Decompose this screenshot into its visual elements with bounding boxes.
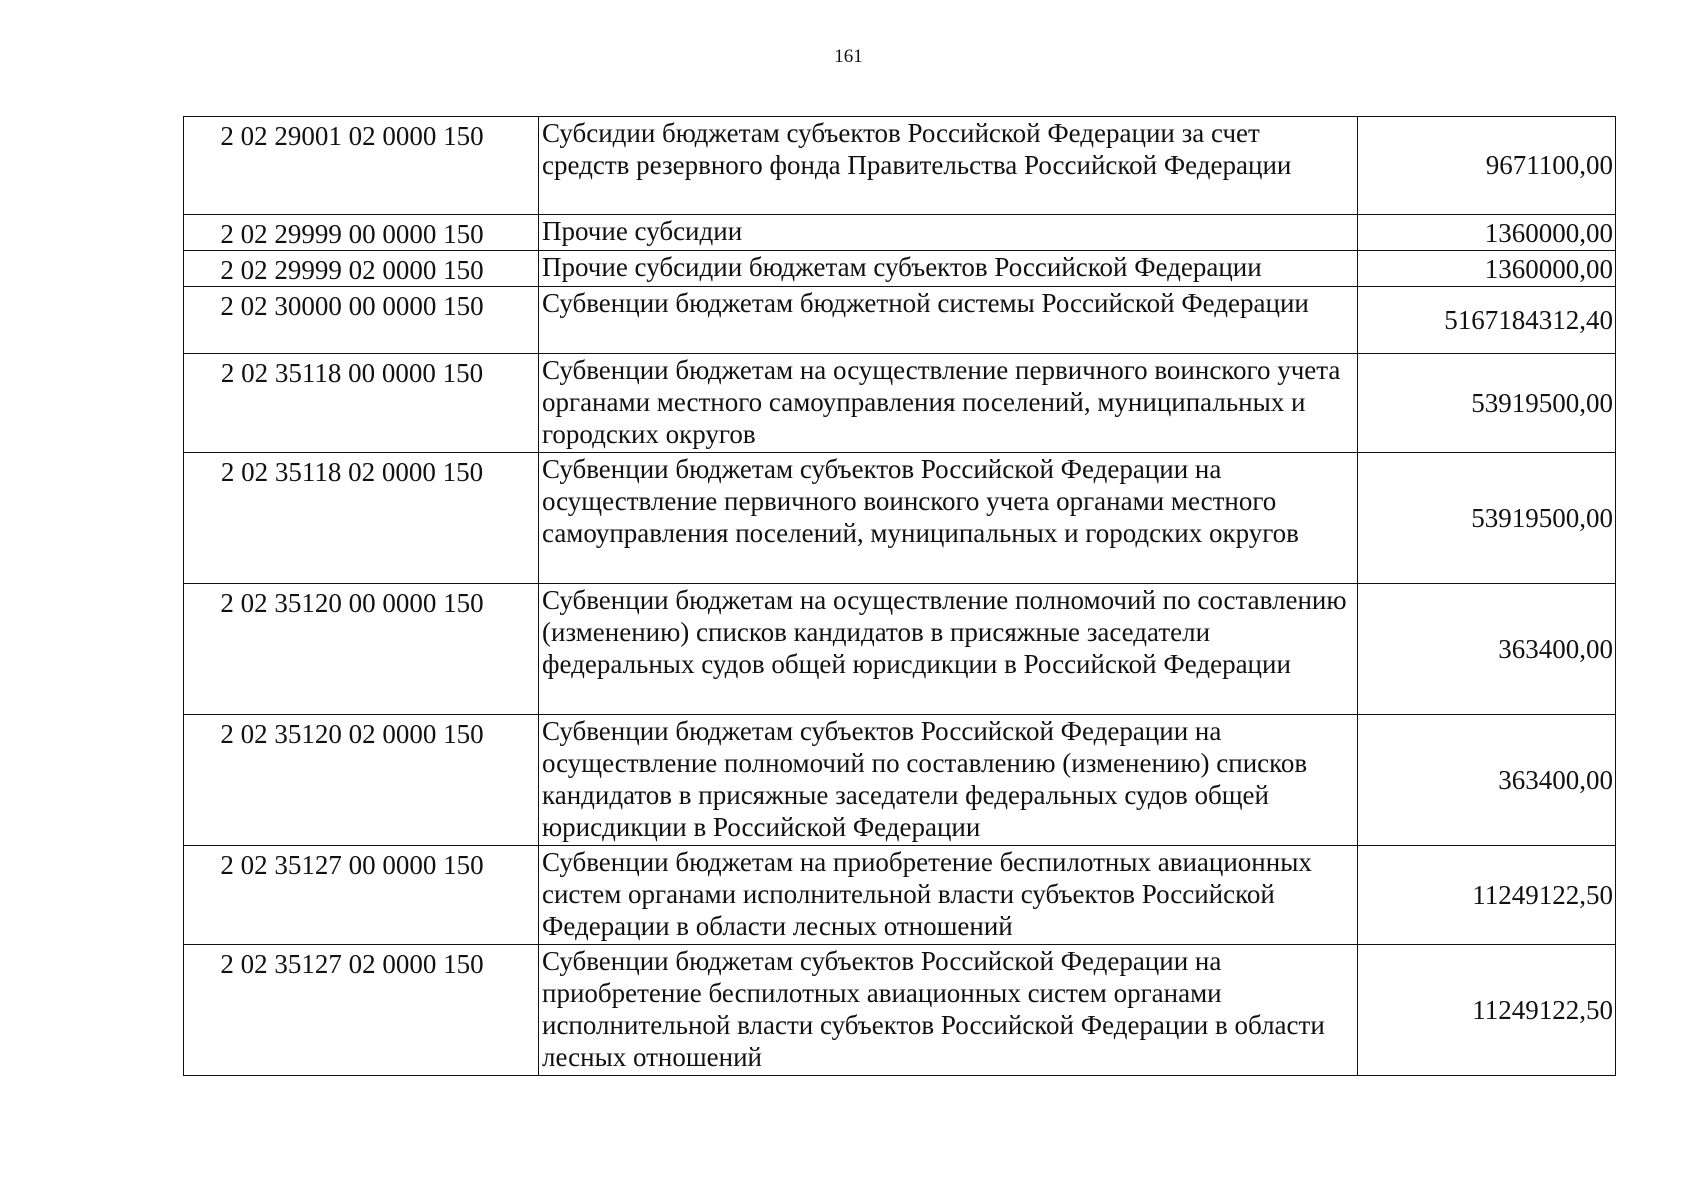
- budget-code-cell: 2 02 35127 02 0000 150: [184, 945, 539, 1076]
- table-row: [184, 215, 1616, 251]
- budget-code-cell: 2 02 35120 00 0000 150: [184, 584, 539, 715]
- table-row: [184, 117, 1616, 215]
- revenue-name-cell: Субвенции бюджетам субъектов Российской Федерации на приобретение беспилотных авиационных систем органами исполнительной власти субъектов Российской Федерации в области лесных отношений: [539, 945, 1358, 1076]
- amount-cell: 53919500,00: [1358, 453, 1616, 584]
- amount-cell: 11249122,50: [1358, 945, 1616, 1076]
- table-row: [184, 715, 1616, 846]
- amount-cell: 53919500,00: [1358, 354, 1616, 453]
- revenue-name-cell: Субсидии бюджетам субъектов Российской Федерации за счет средств резервного фонда Правительства Российской Федерации: [539, 117, 1358, 215]
- revenue-name-cell: Субвенции бюджетам субъектов Российской Федерации на осуществление первичного воинского учета органами местного самоуправления поселений, муниципальных и городских округов: [539, 453, 1358, 584]
- table-row: [184, 846, 1616, 945]
- table-row: [184, 453, 1616, 584]
- table-row: [184, 945, 1616, 1076]
- budget-code-cell: 2 02 35127 00 0000 150: [184, 846, 539, 945]
- revenue-name-cell: Субвенции бюджетам на приобретение беспилотных авиационных систем органами исполнительной власти субъектов Российской Федерации в области лесных отношений: [539, 846, 1358, 945]
- budget-code-cell: 2 02 35118 00 0000 150: [184, 354, 539, 453]
- table-row: [184, 584, 1616, 715]
- budget-code-cell: 2 02 30000 00 0000 150: [184, 287, 539, 354]
- amount-cell: 11249122,50: [1358, 846, 1616, 945]
- budget-code-cell: 2 02 35120 02 0000 150: [184, 715, 539, 846]
- amount-cell: 5167184312,40: [1358, 287, 1616, 354]
- amount-cell: 9671100,00: [1358, 117, 1616, 215]
- revenue-name-cell: Субвенции бюджетам субъектов Российской Федерации на осуществление полномочий по составлению (изменению) списков кандидатов в присяжные заседатели федеральных судов общей юрисдикции в Российской Федерации: [539, 715, 1358, 846]
- revenue-name-cell: Субвенции бюджетам на осуществление первичного воинского учета органами местного самоуправления поселений, муниципальных и городских округов: [539, 354, 1358, 453]
- budget-code-cell: 2 02 35118 02 0000 150: [184, 453, 539, 584]
- amount-cell: 363400,00: [1358, 584, 1616, 715]
- table-row: [184, 287, 1616, 354]
- amount-cell: 1360000,00: [1358, 251, 1616, 287]
- revenue-name-cell: Субвенции бюджетам бюджетной системы Российской Федерации: [539, 287, 1358, 354]
- budget-code-cell: 2 02 29001 02 0000 150: [184, 117, 539, 215]
- budget-revenue-table: [183, 116, 1616, 1076]
- budget-code-cell: 2 02 29999 00 0000 150: [184, 215, 539, 251]
- revenue-name-cell: Прочие субсидии: [539, 215, 1358, 251]
- revenue-name-cell: Прочие субсидии бюджетам субъектов Российской Федерации: [539, 251, 1358, 287]
- table-row: [184, 354, 1616, 453]
- budget-code-cell: 2 02 29999 02 0000 150: [184, 251, 539, 287]
- revenue-name-cell: Субвенции бюджетам на осуществление полномочий по составлению (изменению) списков кандидатов в присяжные заседатели федеральных судов общей юрисдикции в Российской Федерации: [539, 584, 1358, 715]
- table-row: [184, 251, 1616, 287]
- page-number: 161: [834, 46, 863, 67]
- amount-cell: 1360000,00: [1358, 215, 1616, 251]
- amount-cell: 363400,00: [1358, 715, 1616, 846]
